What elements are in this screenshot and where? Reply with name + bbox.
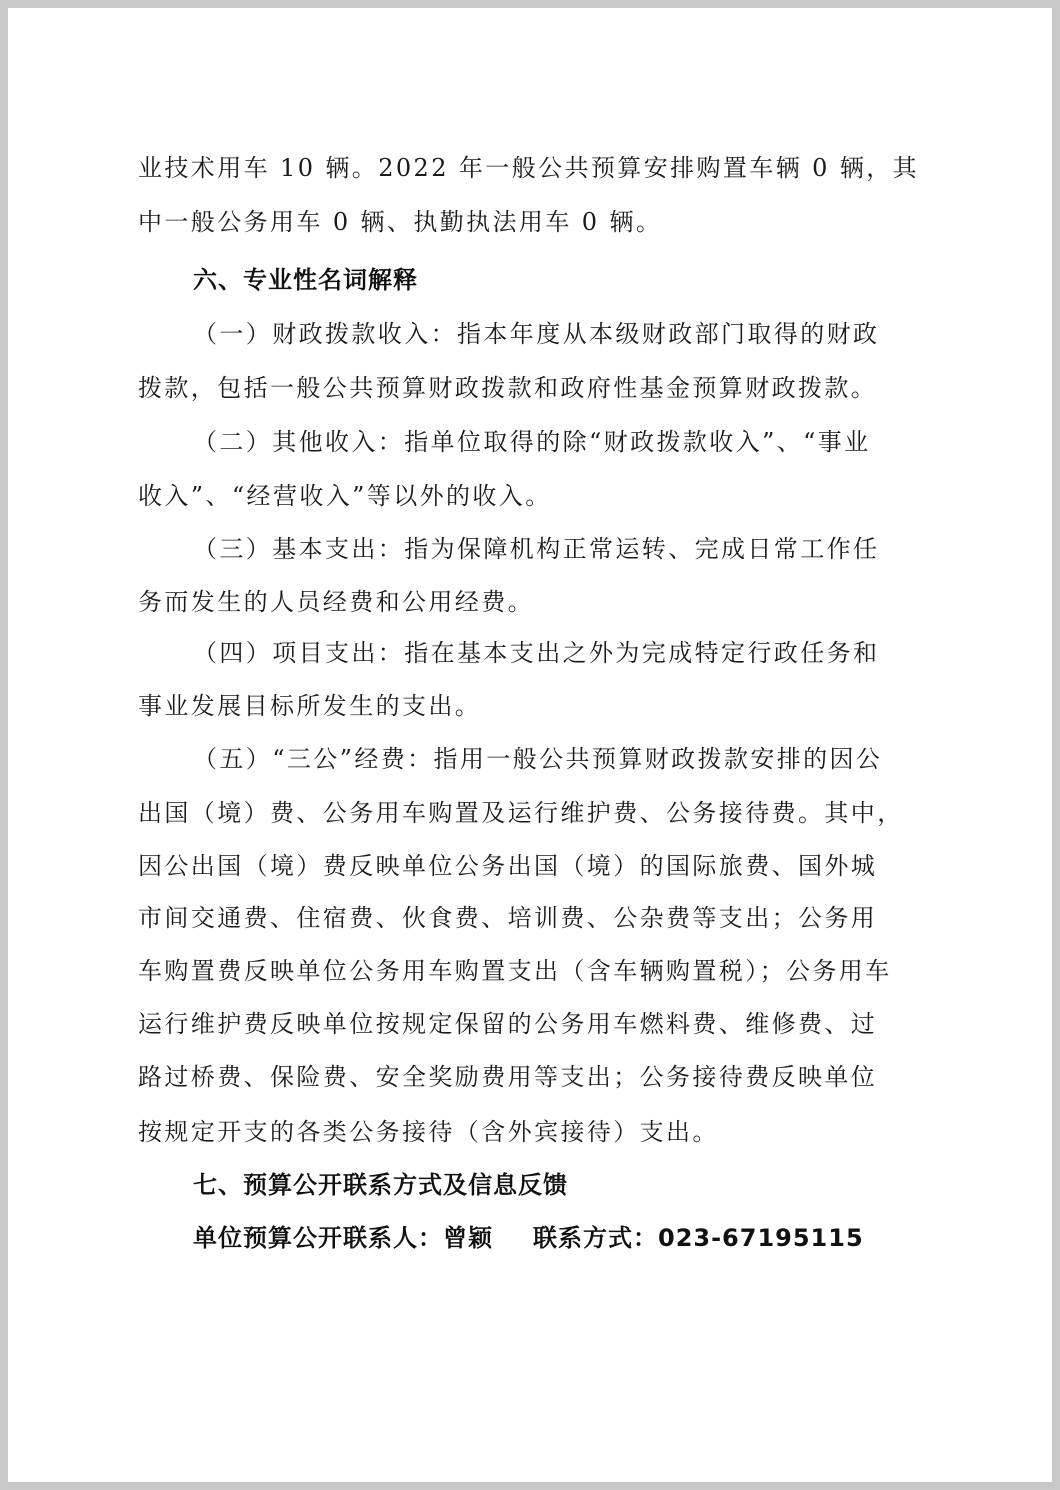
body-text-line: （二）其他收入：指单位取得的除“财政拨款收入”、“事业 [193,428,871,456]
body-text-line: 按规定开支的各类公务接待（含外宾接待）支出。 [138,1118,719,1146]
body-text-line: 车购置费反映单位公务用车购置支出（含车辆购置税）；公务用车 [138,957,892,985]
body-text-line: 业技术用车 10 辆。2022 年一般公共预算安排购置车辆 0 辆，其 [138,154,920,182]
section-heading: 六、专业性名词解释 [193,266,418,294]
contact-line [193,1221,864,1255]
body-text-line: 收入”、“经营收入”等以外的收入。 [138,482,552,510]
document-page [8,8,1052,1482]
body-text-line: （一）财政拨款收入：指本年度从本级财政部门取得的财政 [193,320,880,348]
body-text-line: 市间交通费、住宿费、伙食费、培训费、公杂费等支出；公务用 [138,904,878,932]
body-text-line: 路过桥费、保险费、安全奖励费用等支出；公务接待费反映单位 [138,1063,878,1091]
body-text-line: 运行维护费反映单位按规定保留的公务用车燃料费、维修费、过 [138,1010,878,1038]
body-text-line: 出国（境）费、公务用车购置及运行维护费、公务接待费。其中， [138,799,904,827]
body-text-line: （四）项目支出：指在基本支出之外为完成特定行政任务和 [193,639,880,667]
body-text-line: （三）基本支出：指为保障机构正常运转、完成日常工作任 [193,535,880,563]
contact-method: 联系方式：023-67195115 [533,1224,864,1252]
body-text-line: 拨款，包括一般公共预算财政拨款和政府性基金预算财政拨款。 [138,374,878,402]
body-text-line: 事业发展目标所发生的支出。 [138,692,482,720]
section-heading: 七、预算公开联系方式及信息反馈 [193,1171,568,1199]
body-text-line: 因公出国（境）费反映单位公务出国（境）的国际旅费、国外城 [138,852,878,880]
contact-person: 单位预算公开联系人：曾颖 [193,1224,493,1252]
body-text-line: 务而发生的人员经费和公用经费。 [138,588,534,616]
body-text-line: （五）“三公”经费：指用一般公共预算财政拨款安排的因公 [193,745,883,773]
body-text-line: 中一般公务用车 0 辆、执勤执法用车 0 辆。 [138,208,663,236]
